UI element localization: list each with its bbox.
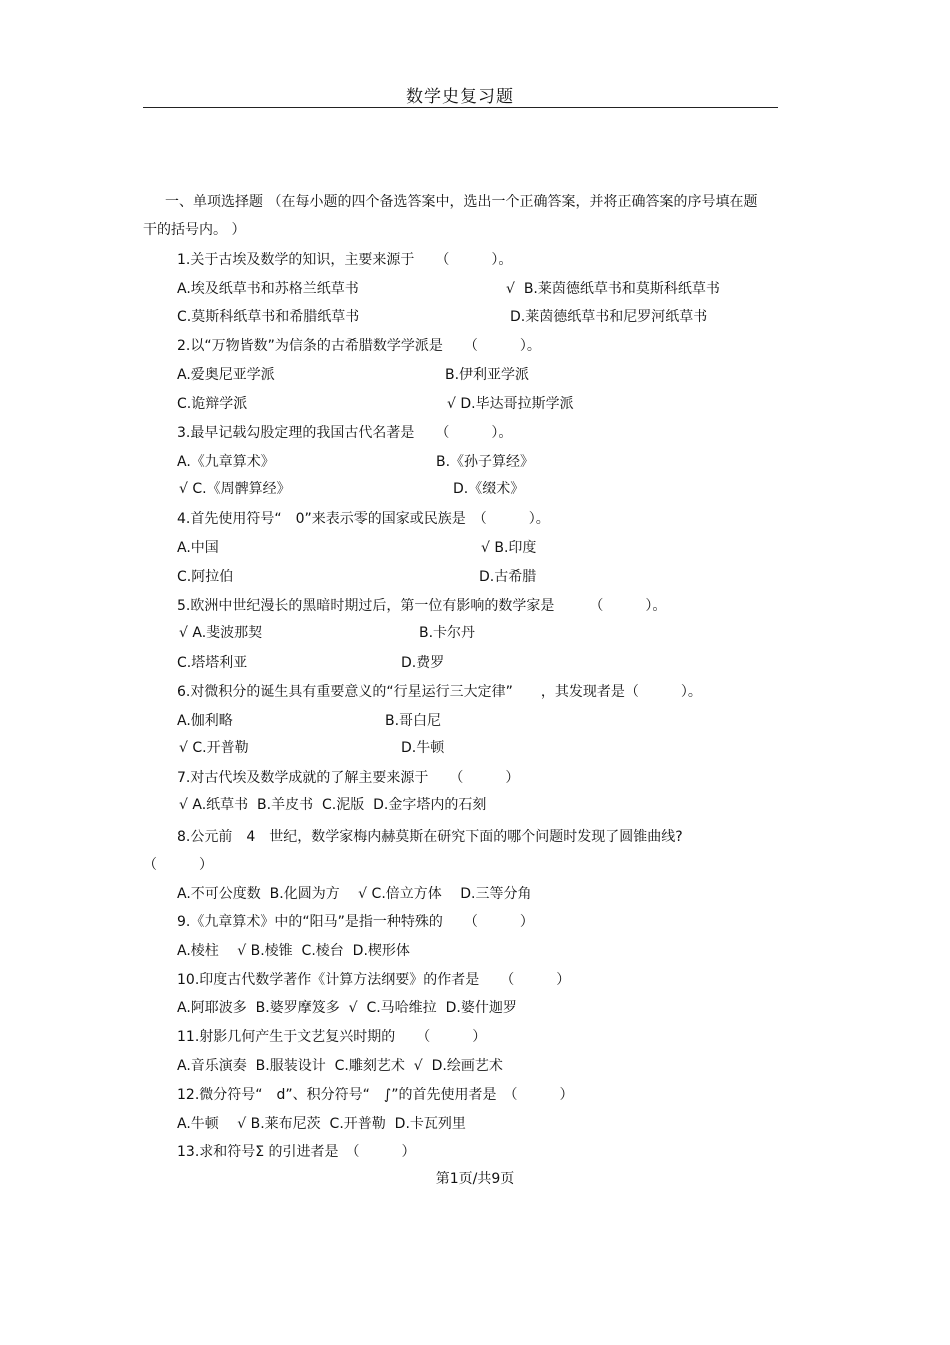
question-13: 13.求和符号Σ 的引进者是 （ ） xyxy=(177,1144,416,1160)
options-7: √ A.纸草书 B.羊皮书 C.泥版 D.金字塔内的石刻 xyxy=(179,797,487,813)
question-7: 7.对古代埃及数学成就的了解主要来源于 （ ） xyxy=(177,770,520,786)
question-3: 3.最早记载勾股定理的我国古代名著是 （ ）。 xyxy=(177,425,513,441)
question-2: 2.以“万物皆数”为信条的古希腊数学学派是 （ ）。 xyxy=(177,338,541,354)
question-1: 1.关于古埃及数学的知识，主要来源于 （ ）。 xyxy=(177,252,513,268)
option-1a: A.埃及纸草书和苏格兰纸草书 xyxy=(177,281,359,297)
option-6a: A.伽利略 xyxy=(177,713,233,729)
question-8: 8.公元前 4 世纪，数学家梅内赫莫斯在研究下面的哪个问题时发现了圆锥曲线? xyxy=(177,829,683,845)
question-6: 6.对微积分的诞生具有重要意义的“行星运行三大定律” ，其发现者是（ ）。 xyxy=(177,684,702,700)
question-12: 12.微分符号“ d”、积分符号“ ∫”的首先使用者是 （ ） xyxy=(177,1087,574,1103)
option-5c: C.塔塔利亚 xyxy=(177,655,248,671)
title-divider xyxy=(143,107,778,108)
question-11: 11.射影几何产生于文艺复兴时期的 （ ） xyxy=(177,1029,487,1045)
options-12: A.牛顿 √ B.莱布尼茨 C.开普勒 D.卡瓦列里 xyxy=(177,1116,466,1132)
options-11: A.音乐演奏 B.服装设计 C.雕刻艺术 √ D.绘画艺术 xyxy=(177,1058,503,1074)
option-6d: D.牛顿 xyxy=(401,740,445,756)
question-4: 4.首先使用符号“ 0”来表示零的国家或民族是 （ ）。 xyxy=(177,511,550,527)
option-3b: B.《孙子算经》 xyxy=(436,454,535,470)
option-5b: B.卡尔丹 xyxy=(419,625,476,641)
option-3d: D.《缀术》 xyxy=(453,481,525,497)
option-5d: D.费罗 xyxy=(401,655,445,671)
option-2c: C.诡辩学派 xyxy=(177,396,248,412)
question-8-blank: （ ） xyxy=(143,857,213,873)
question-5: 5.欧洲中世纪漫长的黑暗时期过后，第一位有影响的数学家是 （ ）。 xyxy=(177,598,667,614)
option-4c: C.阿拉伯 xyxy=(177,569,234,585)
option-6c: √ C.开普勒 xyxy=(179,740,249,756)
options-9: A.棱柱 √ B.棱锥 C.棱台 D.楔形体 xyxy=(177,943,410,959)
option-4a: A.中国 xyxy=(177,540,219,556)
option-1c: C.莫斯科纸草书和希腊纸草书 xyxy=(177,309,360,325)
option-2d: √ D.毕达哥拉斯学派 xyxy=(447,396,574,412)
option-2b: B.伊利亚学派 xyxy=(445,367,530,383)
page-title: 数学史复习题 xyxy=(406,87,514,107)
option-6b: B.哥白尼 xyxy=(385,713,442,729)
option-4b: √ B.印度 xyxy=(481,540,537,556)
page-footer: 第1页/共9页 xyxy=(435,1171,515,1187)
options-10: A.阿耶波多 B.婆罗摩笈多 √ C.马哈维拉 D.婆什迦罗 xyxy=(177,1000,517,1016)
option-2a: A.爱奥尼亚学派 xyxy=(177,367,275,383)
question-9: 9.《九章算术》中的“阳马”是指一种特殊的 （ ） xyxy=(177,914,534,930)
option-3c: √ C.《周髀算经》 xyxy=(179,481,291,497)
question-10: 10.印度古代数学著作《计算方法纲要》的作者是 （ ） xyxy=(177,972,571,988)
option-1d: D.莱茵德纸草书和尼罗河纸草书 xyxy=(510,309,708,325)
options-8: A.不可公度数 B.化圆为方 √ C.倍立方体 D.三等分角 xyxy=(177,886,532,902)
option-3a: A.《九章算术》 xyxy=(177,454,275,470)
option-1b: √ B.莱茵德纸草书和莫斯科纸草书 xyxy=(506,281,720,297)
option-4d: D.古希腊 xyxy=(479,569,537,585)
option-5a: √ A.斐波那契 xyxy=(179,625,263,641)
section-intro: 一、单项选择题 （在每小题的四个备选答案中，选出一个正确答案，并将正确答案的序号填在题干的括号内。 ） xyxy=(143,194,758,238)
